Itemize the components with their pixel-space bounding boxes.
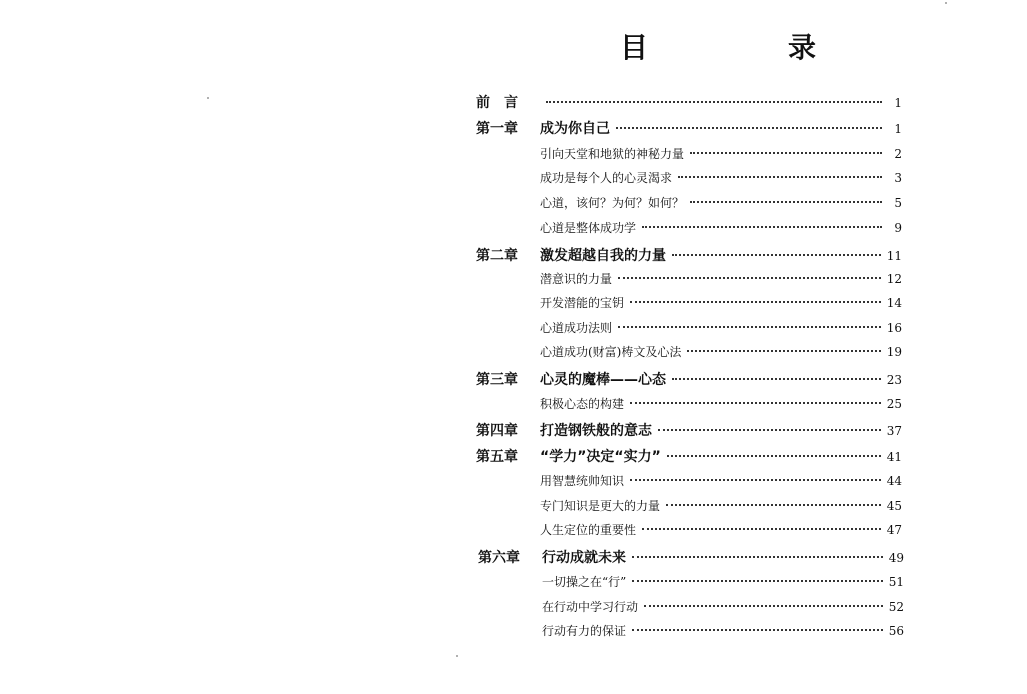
dot-leader	[690, 201, 882, 203]
scan-speck	[945, 2, 947, 4]
page-number: 5	[894, 196, 902, 210]
dot-leader	[632, 556, 883, 558]
toc-entry-preface	[476, 92, 902, 112]
entry-title: 潜意识的力量	[540, 272, 613, 286]
scan-speck	[207, 97, 209, 99]
entry-title: 积极心态的构建	[540, 397, 625, 411]
entry-title: 行动成就未来	[542, 550, 626, 566]
toc-entry-section	[540, 169, 902, 186]
page-number: 47	[886, 523, 902, 537]
toc-entry-chapter-2	[476, 245, 902, 265]
entry-title: 激发超越自我的力量	[540, 248, 666, 264]
dot-leader	[644, 605, 883, 607]
toc-entry-chapter-5	[476, 446, 902, 466]
page-number: 14	[886, 296, 902, 310]
dot-leader	[687, 350, 880, 352]
dot-leader	[690, 152, 882, 154]
entry-title: 人生定位的重要性	[540, 523, 637, 537]
toc-entry-section	[540, 294, 902, 311]
dot-leader	[672, 378, 881, 380]
entry-title: 成功是每个人的心灵渴求	[540, 171, 673, 185]
dot-leader	[678, 176, 882, 178]
toc-entry-section	[540, 194, 902, 211]
entry-title: “学力”决定“实力”	[540, 449, 661, 465]
entry-label: 第四章	[476, 423, 518, 439]
entry-label: 第六章	[478, 550, 520, 566]
dot-leader	[658, 429, 881, 431]
page-number: 23	[886, 373, 902, 387]
dot-leader	[666, 504, 881, 506]
page-number: 2	[894, 147, 902, 161]
toc-entry-section	[542, 573, 904, 590]
page-number: 3	[894, 171, 902, 185]
entry-title: 在行动中学习行动	[542, 600, 639, 614]
toc-entry-section	[540, 472, 902, 489]
page-number: 41	[886, 450, 902, 464]
toc-entry-section	[540, 219, 902, 236]
toc-entry-section	[540, 521, 902, 538]
entry-label: 第二章	[476, 248, 518, 264]
page-number: 1	[894, 96, 902, 110]
entry-title: 引向天堂和地狱的神秘力量	[540, 147, 685, 161]
toc-entry-section	[540, 319, 902, 336]
entry-label: 前 言	[476, 95, 518, 111]
page-number: 37	[886, 424, 902, 438]
toc-entry-chapter-3	[476, 369, 902, 389]
toc-entry-chapter-1	[476, 118, 902, 138]
toc-entry-chapter-4	[476, 420, 902, 440]
toc-entry-chapter-6	[478, 547, 904, 567]
dot-leader	[546, 101, 882, 103]
dot-leader	[672, 254, 881, 256]
toc-entry-section	[540, 497, 902, 514]
toc-entry-section	[540, 270, 902, 287]
dot-leader	[667, 455, 881, 457]
dot-leader	[630, 402, 881, 404]
dot-leader	[630, 301, 881, 303]
page-number: 25	[886, 397, 902, 411]
scan-speck	[456, 655, 458, 657]
page-number: 12	[886, 272, 902, 286]
entry-title: 一切操之在“行”	[542, 575, 627, 589]
page-number: 44	[886, 474, 902, 488]
page-number: 52	[888, 600, 904, 614]
dot-leader	[616, 127, 882, 129]
page-number: 9	[894, 221, 902, 235]
toc-entry-section	[540, 145, 902, 162]
page-number: 49	[888, 551, 904, 565]
dot-leader	[630, 479, 881, 481]
entry-title: 心道，该何？为何？如何？	[540, 196, 685, 210]
dot-leader	[632, 580, 882, 582]
toc-entry-section	[542, 622, 904, 639]
dot-leader	[618, 326, 881, 328]
entry-title: 行动有力的保证	[542, 624, 627, 638]
page-number: 51	[888, 575, 904, 589]
page-number: 19	[886, 345, 902, 359]
page-number: 45	[886, 499, 902, 513]
dot-leader	[642, 528, 881, 530]
page-number: 1	[894, 122, 902, 136]
entry-label: 第一章	[476, 121, 518, 137]
toc-entry-section	[540, 343, 902, 360]
dot-leader	[642, 226, 882, 228]
page-number: 11	[886, 249, 902, 263]
page-title: 目 录	[620, 31, 873, 64]
dot-leader	[618, 277, 881, 279]
entry-title: 心道是整体成功学	[540, 221, 637, 235]
entry-label: 第三章	[476, 372, 518, 388]
entry-title: 成为你自己	[540, 121, 610, 137]
entry-title: 打造钢铁般的意志	[540, 423, 652, 439]
entry-title: 专门知识是更大的力量	[540, 499, 661, 513]
entry-label: 第五章	[476, 449, 518, 465]
entry-title: 用智慧统帅知识	[540, 474, 625, 488]
entry-title: 心道成功(财富)梼文及心法	[540, 345, 682, 359]
page-number: 16	[886, 321, 902, 335]
toc-entry-section	[540, 395, 902, 412]
toc-entry-section	[542, 598, 904, 615]
entry-title: 开发潜能的宝钥	[540, 296, 625, 310]
entry-title: 心灵的魔棒——心态	[540, 372, 666, 388]
entry-title: 心道成功法则	[540, 321, 613, 335]
page-number: 56	[888, 624, 904, 638]
dot-leader	[632, 629, 883, 631]
